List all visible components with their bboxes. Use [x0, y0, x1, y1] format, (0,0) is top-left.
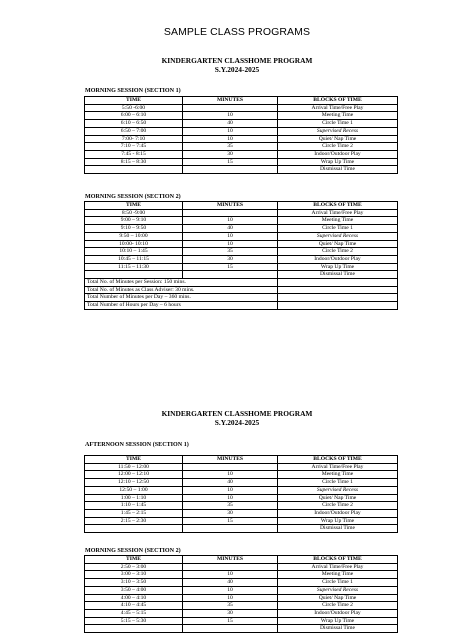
table-row: [85, 571, 398, 579]
time-cell: 12:50 – 1:00: [85, 486, 183, 494]
summary-row: [85, 286, 398, 294]
time-cell: 8:15 – 8:30: [85, 158, 183, 166]
minutes-cell: 40: [183, 579, 278, 587]
session-label: MORNING SESSION (SECTION 2): [85, 194, 181, 200]
table-row: [85, 494, 398, 502]
table-row: [85, 158, 398, 166]
table-row: [85, 525, 398, 533]
minutes-cell: 30: [183, 509, 278, 517]
table-row: [85, 150, 398, 158]
block-cell: Indoor/Outdoor Play: [278, 609, 398, 617]
table-row: [85, 104, 398, 112]
block-cell: Meeting Time: [278, 471, 398, 479]
column-header: MINUTES: [183, 456, 278, 464]
block-cell: Circle Time 1: [278, 579, 398, 587]
table-header-row: [85, 97, 398, 105]
minutes-cell: [183, 104, 278, 112]
column-header: MINUTES: [183, 556, 278, 564]
summary-note: Total No. of Minutes per Session: 150 mins.: [85, 279, 278, 287]
time-cell: 11:50 – 12:00: [85, 463, 183, 471]
time-cell: 1:45 – 2:15: [85, 509, 183, 517]
table-row: [85, 602, 398, 610]
table-row: [85, 135, 398, 143]
summary-note: Total Number of Hours per Day – 6 hours: [85, 302, 278, 310]
table-row: [85, 248, 398, 256]
time-cell: [85, 271, 183, 279]
block-cell: Quiet/ Nap Time: [278, 135, 398, 143]
minutes-cell: 30: [183, 150, 278, 158]
block-cell: Circle Time 1: [278, 225, 398, 233]
table-row: [85, 255, 398, 263]
program-title: KINDERGARTEN CLASSHOME PROGRAM: [161, 409, 313, 418]
table-row: [85, 502, 398, 510]
minutes-cell: 15: [183, 517, 278, 525]
program-title: KINDERGARTEN CLASSHOME PROGRAM: [161, 56, 313, 65]
time-cell: 3:50 – 4:00: [85, 586, 183, 594]
column-header: TIME: [85, 456, 183, 464]
table-row: [85, 509, 398, 517]
time-cell: 12:10 – 12:50: [85, 479, 183, 487]
time-cell: 9:50 – 10:00: [85, 232, 183, 240]
minutes-cell: 40: [183, 479, 278, 487]
time-cell: 4:10 – 4:45: [85, 602, 183, 610]
block-cell: Circle Time 2: [278, 248, 398, 256]
time-cell: 6:00 – 6:10: [85, 112, 183, 120]
summary-note: Total Number of Minutes per Day – 360 mins.: [85, 294, 278, 302]
table-row: [85, 579, 398, 587]
block-cell: Quiet/ Nap Time: [278, 594, 398, 602]
column-header: TIME: [85, 556, 183, 564]
time-cell: 5:15 – 5:30: [85, 617, 183, 625]
minutes-cell: 35: [183, 143, 278, 151]
minutes-cell: 10: [183, 486, 278, 494]
column-header: TIME: [85, 97, 183, 105]
time-cell: 6:50 – 7:00: [85, 127, 183, 135]
block-cell: Supervised Recess: [278, 127, 398, 135]
table-row: [85, 240, 398, 248]
empty-cell: [278, 302, 398, 310]
table-row: [85, 586, 398, 594]
time-cell: 7:45 - 8:15: [85, 150, 183, 158]
empty-cell: [278, 294, 398, 302]
block-cell: Arrival Time/Free Play: [278, 563, 398, 571]
block-cell: Wrap Up Time: [278, 617, 398, 625]
minutes-cell: [183, 209, 278, 217]
column-header: BLOCKS OF TIME: [278, 97, 398, 105]
time-cell: 10:00- 10:10: [85, 240, 183, 248]
minutes-cell: 15: [183, 263, 278, 271]
minutes-cell: 10: [183, 135, 278, 143]
table-row: [85, 209, 398, 217]
time-cell: 11:15 – 11:30: [85, 263, 183, 271]
minutes-cell: 30: [183, 255, 278, 263]
minutes-cell: 10: [183, 471, 278, 479]
block-cell: Arrival Time/Free Play: [278, 104, 398, 112]
table-row: [85, 563, 398, 571]
block-cell: Quiet/ Nap Time: [278, 494, 398, 502]
block-cell: Wrap Up Time: [278, 263, 398, 271]
block-cell: Dismissal Time: [278, 625, 398, 633]
summary-note: Total No. of Minutes as Class Adviser: 30 mins.: [85, 286, 278, 294]
block-cell: Arrival Time/Free Play: [278, 209, 398, 217]
block-cell: Dismissal Time: [278, 271, 398, 279]
time-cell: 5:50 -6:00: [85, 104, 183, 112]
table-row: [85, 463, 398, 471]
time-cell: 4:00 – 4:10: [85, 594, 183, 602]
table-row: [85, 225, 398, 233]
minutes-cell: 10: [183, 586, 278, 594]
block-cell: Circle Time 1: [278, 479, 398, 487]
minutes-cell: [183, 525, 278, 533]
summary-row: [85, 294, 398, 302]
block-cell: Circle Time 1: [278, 120, 398, 128]
block-cell: Wrap Up Time: [278, 158, 398, 166]
table-row: [85, 625, 398, 633]
block-cell: Indoor/Outdoor Play: [278, 150, 398, 158]
time-cell: [85, 625, 183, 633]
table-row: [85, 127, 398, 135]
session-label: MORNING SESSION (SECTION 2): [85, 548, 181, 554]
column-header: BLOCKS OF TIME: [278, 456, 398, 464]
table-row: [85, 271, 398, 279]
time-cell: 6:10 – 6:50: [85, 120, 183, 128]
table-row: [85, 112, 398, 120]
column-header: TIME: [85, 202, 183, 210]
table-row: [85, 120, 398, 128]
block-cell: Meeting Time: [278, 217, 398, 225]
column-header: MINUTES: [183, 202, 278, 210]
table-row: [85, 517, 398, 525]
column-header: MINUTES: [183, 97, 278, 105]
block-cell: Dismissal Time: [278, 166, 398, 174]
time-cell: 9:00 – 9:10: [85, 217, 183, 225]
table-header-row: [85, 202, 398, 210]
minutes-cell: 15: [183, 158, 278, 166]
empty-cell: [278, 279, 398, 287]
block-cell: Arrival Time/Free Play: [278, 463, 398, 471]
schedule-table: [84, 455, 398, 533]
minutes-cell: 10: [183, 571, 278, 579]
table-row: [85, 479, 398, 487]
minutes-cell: 35: [183, 248, 278, 256]
minutes-cell: 10: [183, 494, 278, 502]
time-cell: 3:10 – 3:50: [85, 579, 183, 587]
session-label: AFTERNOON SESSION (SECTION 1): [85, 442, 189, 448]
minutes-cell: [183, 625, 278, 633]
minutes-cell: [183, 563, 278, 571]
minutes-cell: 40: [183, 120, 278, 128]
minutes-cell: 10: [183, 127, 278, 135]
table-row: [85, 609, 398, 617]
block-cell: Quiet/ Nap Time: [278, 240, 398, 248]
minutes-cell: 35: [183, 602, 278, 610]
time-cell: 1:00 – 1:10: [85, 494, 183, 502]
table-row: [85, 486, 398, 494]
time-cell: 4:45 – 5:15: [85, 609, 183, 617]
time-cell: 3:00 – 3:10: [85, 571, 183, 579]
block-cell: Circle Time 2: [278, 143, 398, 151]
minutes-cell: 35: [183, 502, 278, 510]
table-row: [85, 263, 398, 271]
minutes-cell: 10: [183, 232, 278, 240]
empty-cell: [278, 286, 398, 294]
time-cell: 1:10 – 1:45: [85, 502, 183, 510]
schedule-table: [84, 96, 398, 174]
time-cell: 2:15 – 2:30: [85, 517, 183, 525]
block-cell: Indoor/Outdoor Play: [278, 509, 398, 517]
minutes-cell: [183, 271, 278, 279]
document-title: SAMPLE CLASS PROGRAMS: [163, 26, 311, 38]
session-label: MORNING SESSION (SECTION 1): [85, 88, 181, 94]
minutes-cell: 10: [183, 217, 278, 225]
time-cell: 8:50 -9:00: [85, 209, 183, 217]
time-cell: 10:45 – 11:15: [85, 255, 183, 263]
table-row: [85, 617, 398, 625]
block-cell: Wrap Up Time: [278, 517, 398, 525]
school-year: S.Y.2024-2025: [214, 418, 260, 427]
time-cell: [85, 525, 183, 533]
time-cell: 2:50 – 3:00: [85, 563, 183, 571]
column-header: BLOCKS OF TIME: [278, 556, 398, 564]
table-row: [85, 166, 398, 174]
minutes-cell: [183, 463, 278, 471]
block-cell: Supervised Recess: [278, 232, 398, 240]
time-cell: 7:10 – 7:45: [85, 143, 183, 151]
summary-row: [85, 279, 398, 287]
minutes-cell: 10: [183, 240, 278, 248]
time-cell: 12:00 – 12:10: [85, 471, 183, 479]
summary-row: [85, 302, 398, 310]
time-cell: [85, 166, 183, 174]
schedule-table: [84, 201, 398, 310]
school-year: S.Y.2024-2025: [214, 65, 260, 74]
time-cell: 10:10 – 1:45: [85, 248, 183, 256]
table-row: [85, 232, 398, 240]
block-cell: Indoor/Outdoor Play: [278, 255, 398, 263]
block-cell: Meeting Time: [278, 112, 398, 120]
table-row: [85, 471, 398, 479]
table-header-row: [85, 456, 398, 464]
table-row: [85, 143, 398, 151]
minutes-cell: [183, 166, 278, 174]
table-row: [85, 217, 398, 225]
block-cell: Circle Time 2: [278, 502, 398, 510]
minutes-cell: 10: [183, 594, 278, 602]
column-header: BLOCKS OF TIME: [278, 202, 398, 210]
block-cell: Dismissal Time: [278, 525, 398, 533]
block-cell: Circle Time 2: [278, 602, 398, 610]
table-header-row: [85, 556, 398, 564]
time-cell: 7:00- 7:10: [85, 135, 183, 143]
block-cell: Supervised Recess: [278, 486, 398, 494]
time-cell: 9:10 – 9:50: [85, 225, 183, 233]
schedule-table: [84, 555, 398, 633]
block-cell: Meeting Time: [278, 571, 398, 579]
minutes-cell: 15: [183, 617, 278, 625]
table-row: [85, 594, 398, 602]
minutes-cell: 40: [183, 225, 278, 233]
minutes-cell: 10: [183, 112, 278, 120]
block-cell: Supervised Recess: [278, 586, 398, 594]
minutes-cell: 30: [183, 609, 278, 617]
